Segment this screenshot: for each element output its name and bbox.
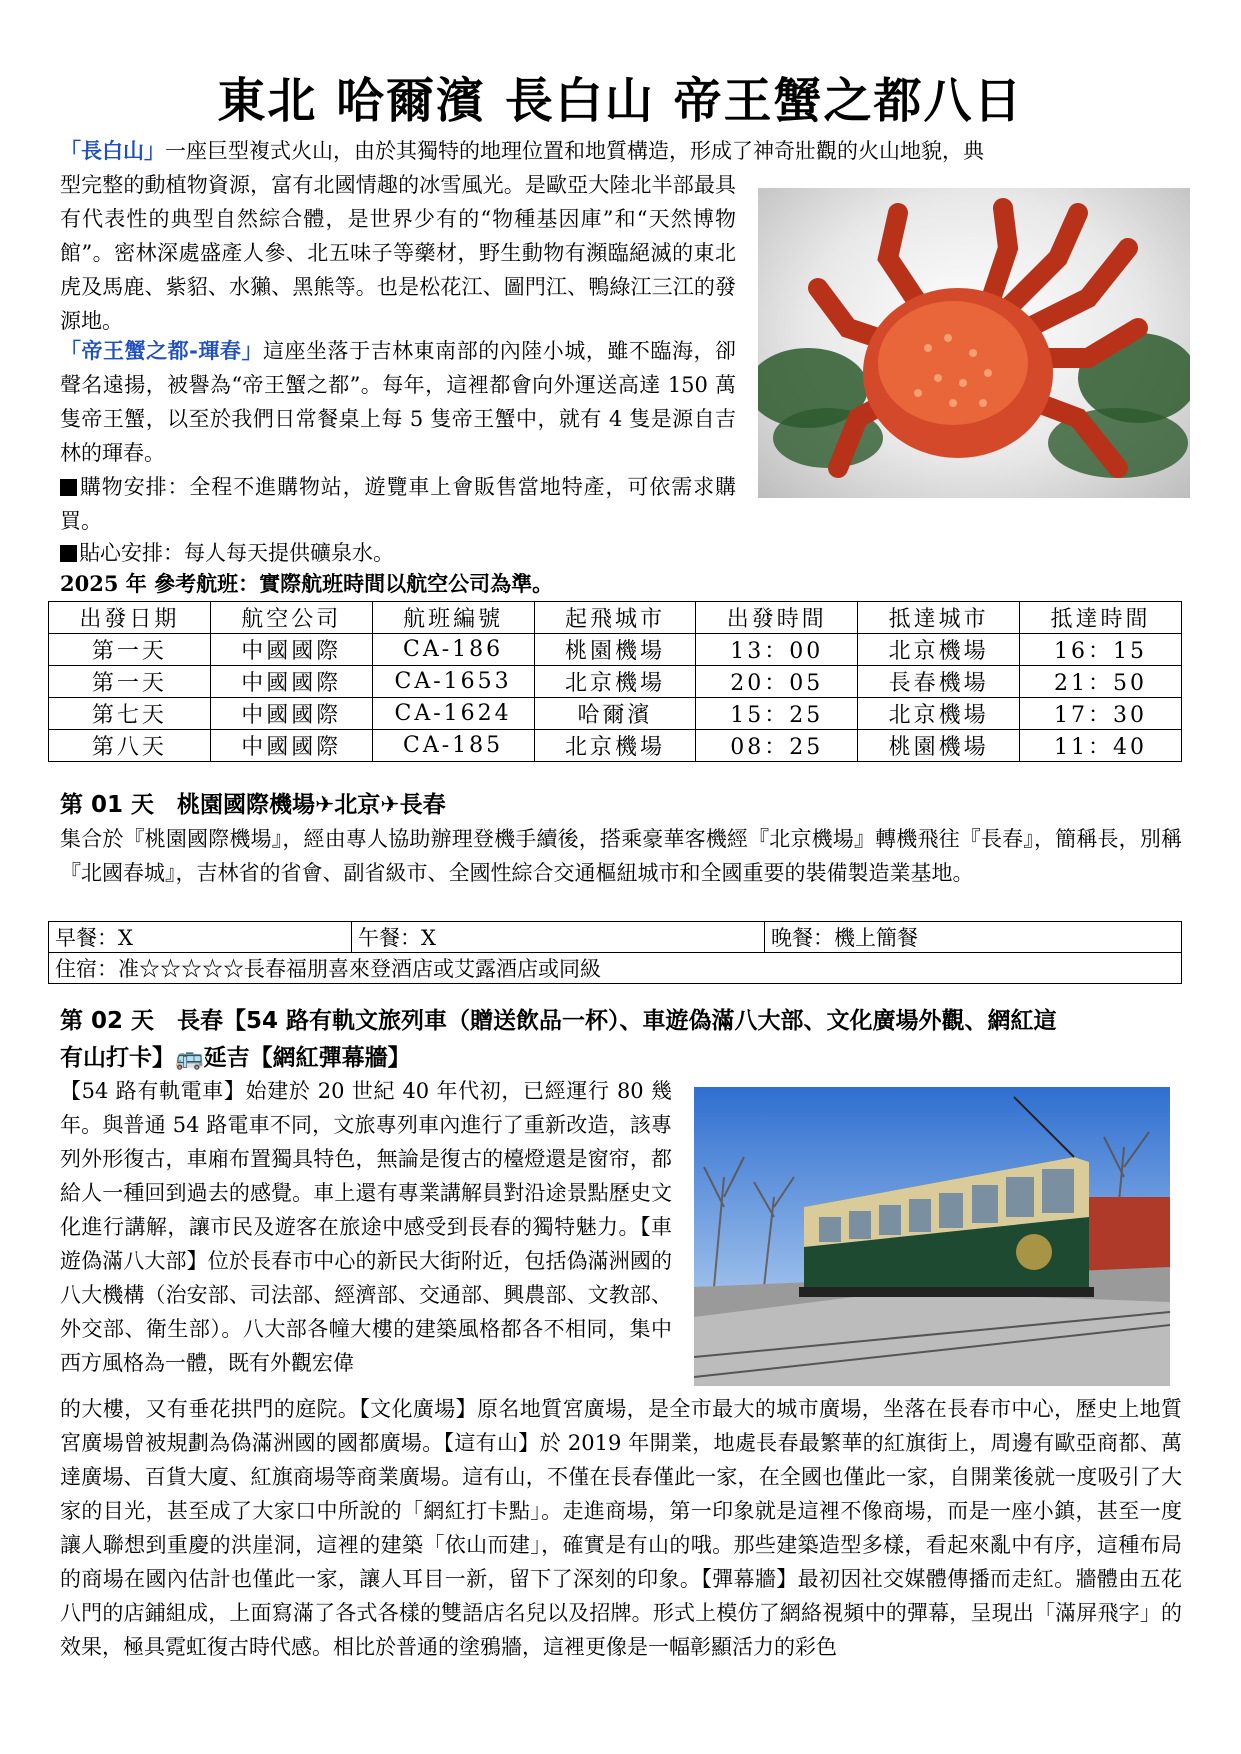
table-cell: 第一天 [49, 634, 211, 666]
table-cell: 北京機場 [858, 634, 1020, 666]
care-note [60, 536, 736, 570]
king-crab-illustration [758, 188, 1190, 498]
flight-table-header [49, 602, 1182, 634]
table-cell: 17：30 [1020, 698, 1182, 730]
table-cell: 第一天 [49, 666, 211, 698]
changbai-intro [60, 134, 1182, 168]
header-cell: 出發時間 [696, 602, 858, 634]
lunch-cell: 午餐：X [352, 922, 765, 953]
hunchun-label: 「帝王蟹之都-琿春」 [60, 339, 263, 363]
day2-body-bottom: 的大樓，又有垂花拱門的庭院。【文化廣場】原名地質宮廣場，是全市最大的城市廣場，坐落在長春市中心，歷史上地質宮廣場曾被規劃為偽滿洲國的國都廣場。【這有山】於 2019 年開業，地處長春最繁華的紅旗街上，周邊有歐亞商都、萬達廣場、百貨大廈、紅旗商場等商業廣場。這有山，不僅在長春僅此一家，在全國也僅此一家，自開業後就一度吸引了大家的目光，甚至成了大家口中所說的「網紅打卡點」。走進商場，第一印象就是這裡不像商場，而是一座小鎮，甚至一度讓人聯想到重慶的洪崖洞，這裡的建築「依山而建」，確實是有山的哦。那些建築造型多樣，看起來亂中有序，這種布局的商場在國內估計也僅此一家，讓人耳目一新，留下了深刻的印象。【彈幕牆】最初因社交媒體傳播而走紅。牆體由五花八門的店鋪組成，上面寫滿了各式各樣的雙語店名兒以及招牌。形式上模仿了網絡視頻中的彈幕，呈現出「滿屏飛字」的效果，極具霓虹復古時代感。相比於普通的塗鴉牆，這裡更像是一幅彰顯活力的彩色 [60, 1397, 1182, 1659]
table-cell: 北京機場 [534, 730, 696, 762]
flight-caption: 2025 年 參考航班：實際航班時間以航空公司為準。 [60, 571, 554, 596]
header-cell: 抵達時間 [1020, 602, 1182, 634]
tram-illustration [694, 1087, 1170, 1386]
bullet-square-icon [60, 479, 77, 496]
king-crab-photo [758, 188, 1190, 498]
table-cell: 桃園機場 [534, 634, 696, 666]
flight-table [48, 601, 1182, 762]
table-cell: CA-186 [372, 634, 534, 666]
shopping-text: 購物安排：全程不進購物站，遊覽車上會販售當地特產，可依需求購買。 [60, 475, 736, 533]
table-cell: 中國國際 [210, 730, 372, 762]
table-cell: 中國國際 [210, 698, 372, 730]
table-cell: 長春機場 [858, 666, 1020, 698]
table-cell: 中國國際 [210, 666, 372, 698]
day2-body-top: 【54 路有軌電車】始建於 20 世紀 40 年代初，已經運行 80 幾年。與普通 54 路電車不同，文旅專列車內進行了重新改造，該專列外形復古，車廂布置獨具特色，無論是復古的檯燈還是窗帘，都給人一種回到過去的感覺。車上還有專業講解員對沿途景點歷史文化進行講解，讓市民及遊客在旅途中感受到長春的獨特魅力。【車遊偽滿八大部】位於長春市中心的新民大街附近，包括偽滿洲國的八大機構（治安部、司法部、經濟部、交通部、興農部、文教部、外交部、衛生部）。八大部各幢大樓的建築風格都各不相同，集中西方風格為一體，既有外觀宏偉 [60, 1079, 672, 1375]
table-cell: 第七天 [49, 698, 211, 730]
table-cell: CA-1653 [372, 666, 534, 698]
hunchun-text: 這座坐落于吉林東南部的內陸小城，雖不臨海，卻聲名遠揚，被譽為“帝王蟹之都”。每年，這裡都會向外運送高達 150 萬隻帝王蟹，以至於我們日常餐桌上每 5 隻帝王蟹中，就有 4 隻是源自吉林的琿春。 [60, 339, 736, 465]
day1-body: 集合於『桃園國際機場』，經由專人協助辦理登機手續後，搭乘豪華客機經『北京機場』轉機飛往『長春』，簡稱長，別稱『北國春城』，吉林省的省會、副省級市、全國性綜合交通樞紐城市和全國重要的裝備製造業基地。 [60, 827, 1182, 885]
hotel-row [49, 953, 1182, 984]
header-cell: 出發日期 [49, 602, 211, 634]
day2-heading-line1: 第 02 天 長春【54 路有軌文旅列車（贈送飲品一杯）、車遊偽滿八大部、文化廣場外觀、網紅這 [60, 1008, 1057, 1034]
bullet-square-icon [60, 545, 77, 562]
table-row [49, 666, 1182, 698]
table-row [49, 634, 1182, 666]
day2-heading-line2: 有山打卡】🚌延吉【網紅彈幕牆】 [60, 1045, 411, 1071]
table-cell: CA-1624 [372, 698, 534, 730]
table-cell: 第八天 [49, 730, 211, 762]
table-row [49, 730, 1182, 762]
header-cell: 航空公司 [210, 602, 372, 634]
table-cell: 21：50 [1020, 666, 1182, 698]
day1-heading: 第 01 天 桃園國際機場✈北京✈長春 [60, 792, 446, 818]
table-row [49, 698, 1182, 730]
table-cell: 15：25 [696, 698, 858, 730]
dinner-cell: 晚餐：機上簡餐 [765, 922, 1182, 953]
hotel-cell: 住宿：准☆☆☆☆☆長春福朋喜來登酒店或艾露酒店或同級 [49, 953, 1182, 984]
table-cell: 北京機場 [534, 666, 696, 698]
meals-row [49, 922, 1182, 953]
care-text: 貼心安排：每人每天提供礦泉水。 [79, 541, 394, 565]
changbai-label: 「長白山」 [60, 139, 165, 163]
tram-photo [694, 1087, 1170, 1386]
table-cell: 桃園機場 [858, 730, 1020, 762]
page-title: 東北 哈爾濱 長白山 帝王蟹之都八日 [217, 73, 1024, 129]
table-cell: 11：40 [1020, 730, 1182, 762]
table-cell: 13：00 [696, 634, 858, 666]
changbai-continuation: 型完整的動植物資源，富有北國情趣的冰雪風光。是歐亞大陸北半部最具有代表性的典型自然綜合體，是世界少有的“物種基因庫”和“天然博物館”。密林深處盛產人參、北五味子等藥材，野生動物有瀕臨絕滅的東北虎及馬鹿、紫貂、水獺、黑熊等。也是松花江、圖門江、鴨綠江三江的發源地。 [60, 173, 736, 333]
header-cell: 起飛城市 [534, 602, 696, 634]
table-cell: 哈爾濱 [534, 698, 696, 730]
breakfast-cell: 早餐：X [49, 922, 352, 953]
header-cell: 抵達城市 [858, 602, 1020, 634]
day1-meals-table [48, 921, 1182, 984]
header-cell: 航班編號 [372, 602, 534, 634]
table-cell: 20：05 [696, 666, 858, 698]
table-cell: CA-185 [372, 730, 534, 762]
shopping-note [60, 470, 736, 538]
changbai-text: 一座巨型複式火山，由於其獨特的地理位置和地質構造，形成了神奇壯觀的火山地貌，典 [165, 139, 984, 163]
hunchun-intro [60, 334, 736, 470]
table-cell: 中國國際 [210, 634, 372, 666]
table-cell: 08：25 [696, 730, 858, 762]
table-cell: 16：15 [1020, 634, 1182, 666]
table-cell: 北京機場 [858, 698, 1020, 730]
